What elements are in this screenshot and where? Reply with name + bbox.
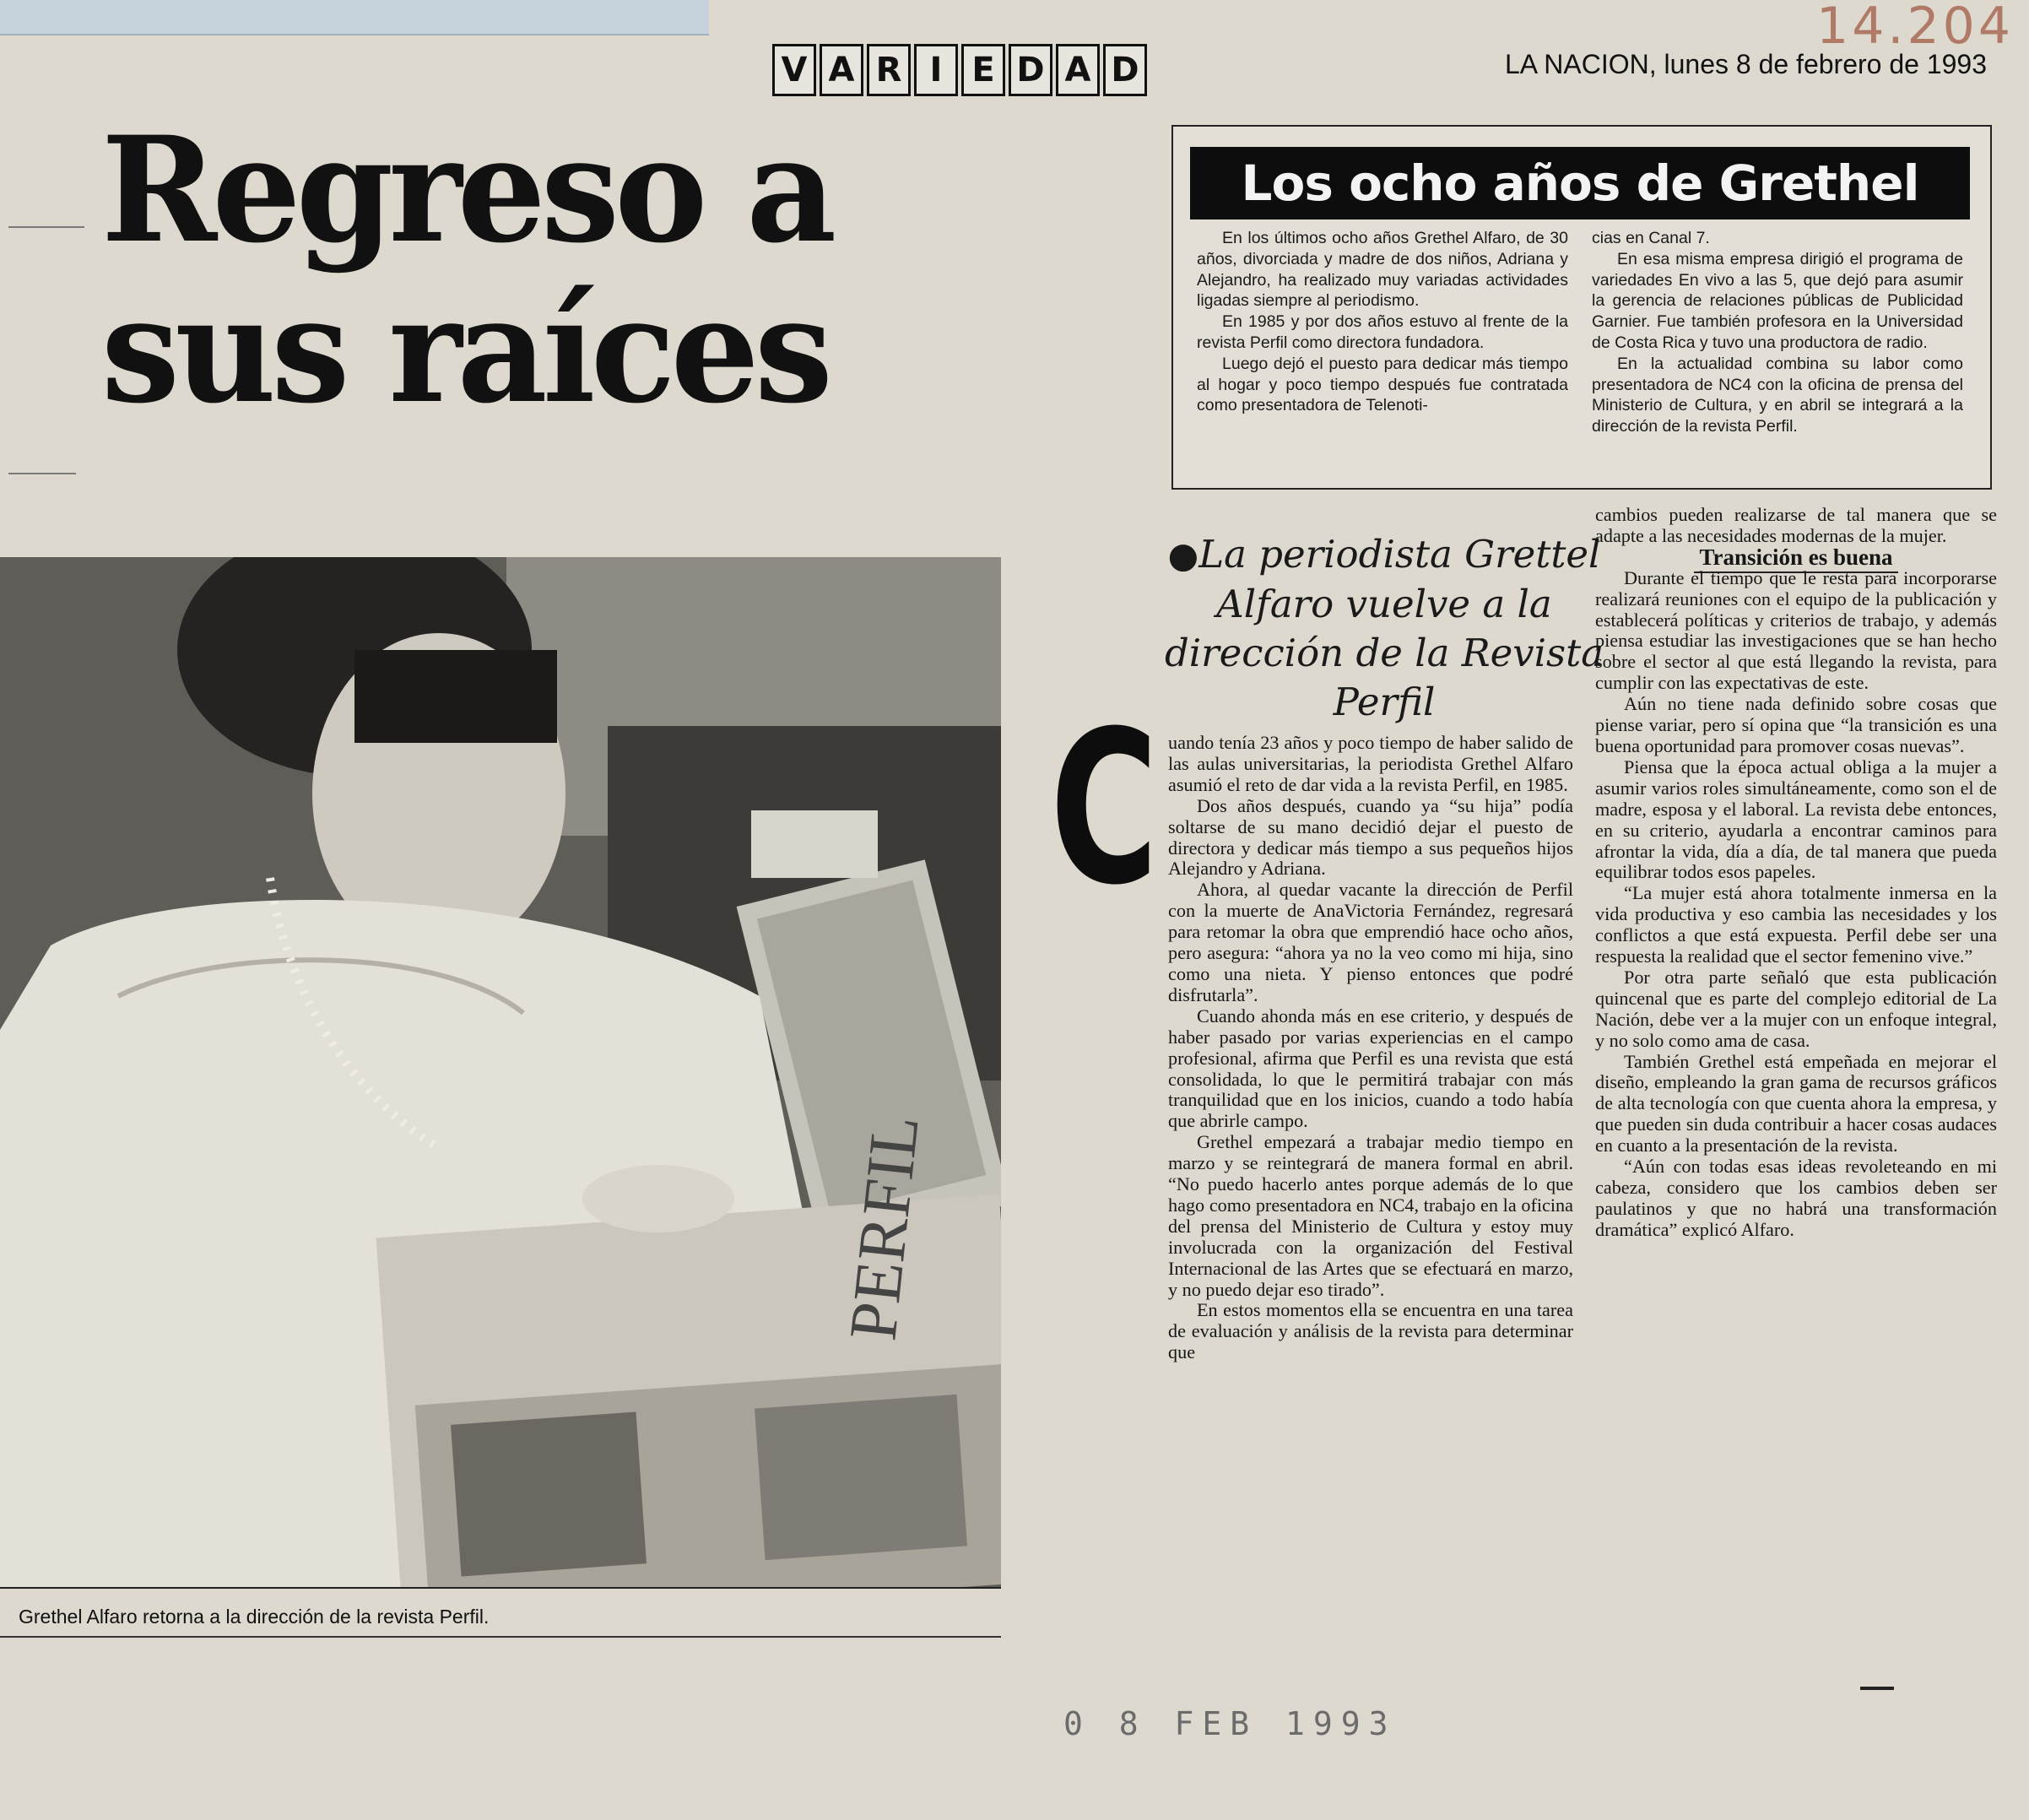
section-letter: I — [914, 44, 958, 96]
sidebar-paragraph: En los últimos ocho años Grethel Alfaro, de 30 años, divorciada y madre de dos niños, Adriana y Alejandro, ha realizado muy variadas actividades ligadas siempre al periodismo. — [1197, 229, 1568, 311]
article-paragraph: Aún no tiene nada definido sobre cosas que piense variar, pero sí opina que “la transición es una buena oportunidad para promover cosas nuevas”. — [1595, 693, 1997, 756]
handwritten-number: 14.204 — [1816, 0, 2014, 56]
section-letter: D — [1009, 44, 1052, 96]
sidebar-paragraph: En 1985 y por dos años estuvo al frente de la revista Perfil como directora fundadora. — [1197, 312, 1568, 352]
sidebar-box — [1171, 125, 1992, 490]
section-label — [772, 44, 1150, 96]
section-letter: A — [820, 44, 863, 96]
sidebar-column-2 — [1592, 228, 1963, 437]
article-paragraph: En estos momentos ella se encuentra en una tarea de evaluación y análisis de la revista para determinar que — [1168, 1299, 1573, 1363]
photo-caption: Grethel Alfaro retorna a la dirección de la revista Perfil. — [19, 1606, 490, 1628]
deck-text: La periodista Grettel Alfaro vuelve a la dirección de la Revista Perfil — [1164, 532, 1604, 724]
section-letter: E — [961, 44, 1005, 96]
article-paragraph: uando tenía 23 años y poco tiempo de haber salido de las aulas universitarias, la periodista Grethel Alfaro asumió el reto de dar vida a la revista Perfil, en 1985. — [1168, 732, 1573, 795]
deck-bullet: ● — [1167, 534, 1199, 576]
article-column-right — [1595, 505, 1997, 1241]
drop-cap: C — [1050, 685, 1159, 931]
article-paragraph: Por otra parte señaló que esta publicación quincenal que es parte del complejo editorial de La Nación, debe ver a la mujer con un enfoque integral, y no solo como ama de casa. — [1595, 966, 1997, 1051]
headline-line-1: Regreso a — [101, 104, 832, 275]
article-paragraph: cambios pueden realizarse de tal manera que se adapte a las necesidades modernas de la mujer. — [1595, 504, 1997, 546]
section-letter: D — [1103, 44, 1147, 96]
masthead-date: LA NACION, lunes 8 de febrero de 1993 — [1504, 49, 1987, 79]
sidebar-paragraph: Luego dejó el puesto para dedicar más tiempo al hogar y poco tiempo después fue contratada como presentadora de Telenoti- — [1197, 354, 1568, 415]
sidebar-paragraph: En la actualidad combina su labor como presentadora de NC4 con la oficina de prensa del Ministerio de Cultura, y en abril se integrará a la dirección de la revista Perfil. — [1592, 354, 1963, 436]
sidebar-paragraph: En esa misma empresa dirigió el programa de variedades En vivo a las 5, que dejó para asumir la gerencia de relaciones públicas de Publicidad Garnier. Fue también profesora en la Universidad de Costa Rica y tuvo una productora de radio. — [1592, 249, 1963, 352]
subhead-text: Transición es buena — [1694, 544, 1897, 573]
print-smudge — [8, 226, 84, 228]
article-paragraph: “La mujer está ahora totalmente inmersa en la vida productiva y eso cambia las necesidades y los conflictos a que está expuesta. Perfil debe ser una respuesta la realidad que el sector femenino vive.” — [1595, 882, 1997, 967]
paper-scrap — [0, 0, 709, 35]
portrait-photo — [0, 557, 1001, 1589]
article-paragraph: Grethel empezará a trabajar medio tiempo en marzo y se reintegrará de manera formal en abril. “No puedo hacerlo antes porque además de lo que hago como presentadora en NC4, trabajo en la oficina del prensa del Ministerio de Cultura y estoy muy involucrada con la organización del Festival Internacional de las Artes que se efectuará en marzo, y no puedo dejar eso tirado”. — [1168, 1131, 1573, 1300]
article-paragraph: Durante el tiempo que le resta para incorporarse realizará reuniones con el equipo de la publicación y establecerá políticas y criterios de trabajo, y además piensa estudiar las investigaciones que se han hecho sobre el sector al que está llegando la revista, para cumplir con las expectativas de este. — [1595, 566, 1997, 694]
article-paragraph: “Aún con todas esas ideas revoleteando en mi cabeza, considero que los cambios deben ser paulatinos y que no habrá una transformación dramática” explicó Alfaro. — [1595, 1156, 1997, 1240]
magazine-title-text: PERFIL — [836, 1112, 933, 1344]
end-mark — [1860, 1687, 1894, 1690]
article-column-middle — [1168, 733, 1573, 1363]
section-letter: V — [772, 44, 816, 96]
headline-line-2: sus raíces — [101, 264, 829, 436]
article-paragraph: Cuando ahonda más en ese criterio, y después de haber pasado por varias experiencias en el campo profesional, afirma que Perfil es una revista que está consolidada, lo que le permitirá trabajar con más tranquilidad que en los inicios, cuando a todo había que abrirle campo. — [1168, 1005, 1573, 1132]
article-paragraph: También Grethel está empeñada en mejorar el diseño, empleando la gran gama de recursos gráficos de alta tecnología con que cuenta ahora la empresa, y que pueden sin duda contribuir a hacer cosas audaces en cuanto a la presentación de la revista. — [1595, 1050, 1997, 1156]
article-paragraph: Piensa que la época actual obliga a la mujer a asumir varios roles simultáneamente, como son el de madre, esposa y el laboral. La revista debe entonces, en su criterio, ayudarla a encontrar caminos para afrontar la vida, día a día, de tal manera que pueda equilibrar todos esos papeles. — [1595, 756, 1997, 883]
sidebar-column-1 — [1197, 228, 1568, 416]
sidebar-paragraph: cias en Canal 7. — [1592, 229, 1710, 247]
article-deck — [1148, 530, 1620, 727]
photo-illustration — [0, 557, 1001, 1587]
date-stamp: 0 8 FEB 1993 — [1063, 1705, 1397, 1742]
article-paragraph: Ahora, al quedar vacante la dirección de Perfil con la muerte de AnaVictoria Fernández, regresará para retomar la obra que emprendió hace ocho años, pero asegura: “ahora ya no la veo como mi hija, sino como una nieta. Y pienso entonces que podré disfrutarla”. — [1168, 879, 1573, 1005]
article-subhead — [1595, 544, 1997, 570]
article-paragraph: Dos años después, cuando ya “su hija” podía soltarse de su mano decidió dejar el puesto de directora y dedicar más tiempo a sus pequeños hijos Alejandro y Adriana. — [1168, 794, 1573, 880]
print-smudge — [8, 473, 76, 474]
section-letter: A — [1056, 44, 1100, 96]
headline — [101, 104, 879, 436]
section-letter: R — [867, 44, 911, 96]
caption-rule — [0, 1636, 1001, 1638]
sidebar-title: Los ocho años de Grethel — [1190, 147, 1970, 219]
